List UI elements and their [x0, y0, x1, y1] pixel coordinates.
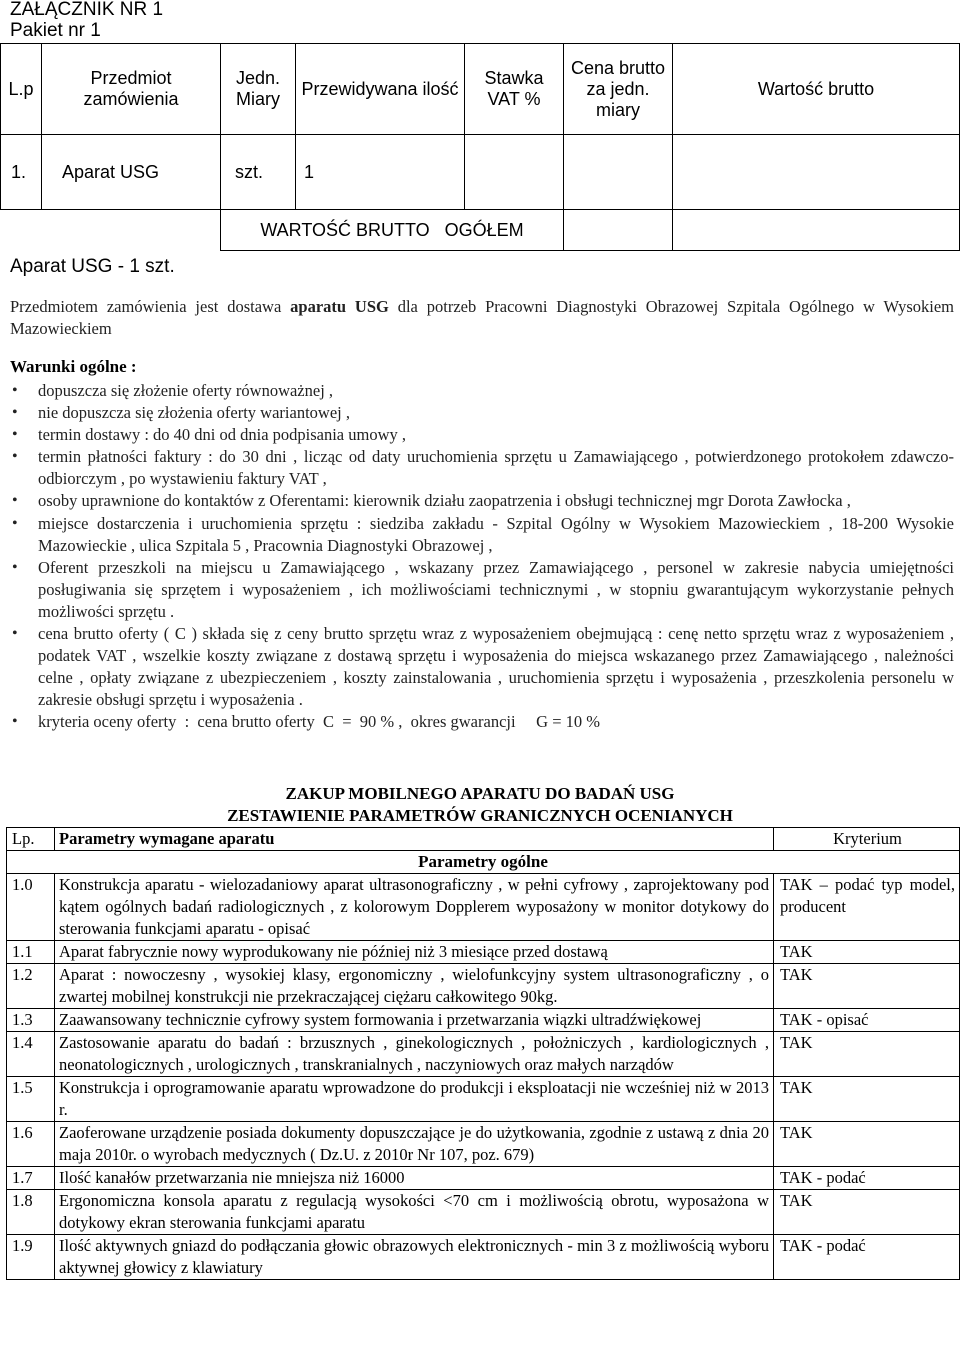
header-param: Parametry wymagane aparatu: [55, 828, 774, 851]
row-param: Ergonomiczna konsola aparatu z regulacją wysokości <70 cm i możliwością obrotu, wyposażona w dotykowy ekran sterowania funkcjami aparatu: [55, 1190, 774, 1235]
table-row: [7, 941, 960, 964]
row-lp: 1.5: [7, 1077, 55, 1122]
total-value[interactable]: [673, 210, 960, 251]
row-lp: 1.7: [7, 1167, 55, 1190]
row-vat[interactable]: [465, 135, 564, 210]
total-empty[interactable]: [564, 210, 673, 251]
section-row: [7, 851, 960, 874]
header-criterion: Kryterium: [774, 828, 960, 851]
row-lp: 1.0: [7, 874, 55, 941]
section-general: Parametry ogólne: [7, 851, 960, 874]
table-row: [7, 1032, 960, 1077]
table-row: [7, 1077, 960, 1122]
price-table: [0, 43, 960, 251]
row-criterion: TAK - opisać: [774, 1009, 960, 1032]
row-lp: 1.8: [7, 1190, 55, 1235]
row-param: Aparat fabrycznie nowy wyprodukowany nie później niż 3 miesiące przed dostawą: [55, 941, 774, 964]
row-param: Ilość kanałów przetwarzania nie mniejsza niż 16000: [55, 1167, 774, 1190]
col-vat: Stawka VAT %: [465, 44, 564, 135]
section-title: Aparat USG - 1 szt.: [10, 256, 175, 277]
row-item: Aparat USG: [42, 135, 221, 210]
table-row: [7, 1235, 960, 1280]
row-criterion: TAK: [774, 1190, 960, 1235]
row-lp: 1.9: [7, 1235, 55, 1280]
row-param: Ilość aktywnych gniazd do podłączania głowic obrazowych elektronicznych - min 3 z możliwością wyboru aktywnej głowicy z klawiatury: [55, 1235, 774, 1280]
row-lp: 1.4: [7, 1032, 55, 1077]
parameters-table: [6, 827, 960, 1280]
row-param: Zaawansowany technicznie cyfrowy system formowania i przetwarzania wiązki ultradźwiękowej: [55, 1009, 774, 1032]
table-row: [1, 135, 960, 210]
row-criterion: TAK - podać: [774, 1235, 960, 1280]
col-item: Przedmiot zamówienia: [42, 44, 221, 135]
row-param: Konstrukcja aparatu - wielozadaniowy aparat ultrasonograficzny , w pełni cyfrowy , zaprojektowany pod kątem ogólnych badań radiologicznych , z kolorowym Dopplerem wyposażony w monitor dotykowy do sterowania funkcjami aparatu - opisać: [55, 874, 774, 941]
list-item: • dopuszcza się złożenie oferty równoważnej ,: [10, 380, 954, 402]
col-quantity: Przewidywana ilość: [296, 44, 465, 135]
total-label: WARTOŚĆ BRUTTO OGÓŁEM: [221, 210, 564, 251]
col-unit: Jedn. Miary: [221, 44, 296, 135]
col-unit-price: Cena brutto za jedn. miary: [564, 44, 673, 135]
row-criterion: TAK: [774, 964, 960, 1009]
intro-paragraph: Przedmiotem zamówienia jest dostawa aparatu USG dla potrzeb Pracowni Diagnostyki Obrazowej Szpitala Ogólnego w Wysokiem Mazowieckiem: [10, 297, 954, 338]
row-criterion: TAK: [774, 1077, 960, 1122]
table-row: [7, 1122, 960, 1167]
col-gross-value: Wartość brutto: [673, 44, 960, 135]
row-criterion: TAK: [774, 941, 960, 964]
row-unit: szt.: [221, 135, 296, 210]
list-item: • Oferent przeszkoli na miejscu u Zamawiającego , wskazany przez Zamawiającego , personel w zakresie nabycia umiejętności posługiwania się sprzętem i wyposażeniem , ich możliwościami technicznymi , w stopniu gwarantującym wykorzystanie pełnych możliwości sprzętu .: [10, 557, 954, 623]
row-param: Zastosowanie aparatu do badań : brzusznych , ginekologicznych , położniczych , kardiologicznych , neonatologicznych , urologicznych , transkranialnych , naczyniowych oraz małych narządów: [55, 1032, 774, 1077]
annex-title: ZAŁĄCZNIK NR 1: [10, 0, 164, 20]
list-item: • cena brutto oferty ( C ) składa się z ceny brutto sprzętu wraz z wyposażeniem obejmującą : cenę netto sprzętu wraz z wyposażeniem , podatek VAT , wszelkie koszty związane z dostawą sprzętu i wyposażenia do miejsca wskazanego przez Zamawiającego , należności celne , opłaty związane z ubezpieczeniem , koszty zainstalowania , uruchomienia sprzętu i wyposażenia , przeszkolenia personelu w zakresie obsługi sprzętu i wyposażenia .: [10, 623, 954, 711]
list-item: • termin płatności faktury : do 30 dni , licząc od daty uruchomienia sprzętu u Zamawiającego , potwierdzonego protokołem zdawczo-odbiorczym , po wystawieniu faktury VAT ,: [10, 446, 954, 490]
conditions-heading: Warunki ogólne :: [10, 357, 137, 376]
table-row: [7, 874, 960, 941]
parameters-header: [7, 828, 960, 851]
row-param: Aparat : nowoczesny , wysokiej klasy, ergonomiczny , wielofunkcyjny system ultrasonograficzny , o zwartej mobilnej konstrukcji nie przekraczającej ciężaru całkowitego 90kg.: [55, 964, 774, 1009]
row-lp: 1.1: [7, 941, 55, 964]
row-quantity: 1: [296, 135, 465, 210]
parameters-title: ZESTAWIENIE PARAMETRÓW GRANICZNYCH OCENIANYCH: [227, 806, 733, 825]
list-item: • kryteria oceny oferty : cena brutto oferty C = 90 % , okres gwarancji G = 10 %: [10, 711, 954, 733]
package-title: Pakiet nr 1: [10, 20, 101, 41]
purchase-title: ZAKUP MOBILNEGO APARATU DO BADAŃ USG: [285, 784, 675, 803]
row-criterion: TAK: [774, 1122, 960, 1167]
list-item: • miejsce dostarczenia i uruchomienia sprzętu : siedziba zakładu - Szpital Ogólny w Wysokiem Mazowieckiem , 18-200 Wysokie Mazowieckie , ulica Szpitala 5 , Pracownia Diagnostyki Obrazowej ,: [10, 513, 954, 557]
row-lp: 1.3: [7, 1009, 55, 1032]
list-item: • termin dostawy : do 40 dni od dnia podpisania umowy ,: [10, 424, 954, 446]
col-lp: L.p: [1, 44, 42, 135]
list-item: • osoby uprawnione do kontaktów z Oferentami: kierownik działu zaopatrzenia i obsługi technicznej mgr Dorota Zawłocka ,: [10, 490, 954, 512]
row-lp: 1.2: [7, 964, 55, 1009]
row-param: Konstrukcja i oprogramowanie aparatu wprowadzone do produkcji i eksploatacji nie wcześniej niż w 2013 r.: [55, 1077, 774, 1122]
total-row: [1, 210, 960, 251]
row-param: Zaoferowane urządzenie posiada dokumenty dopuszczające je do użytkowania, zgodnie z ustawą z dnia 20 maja 2010r. o wyrobach medycznych ( Dz.U. z 2010r Nr 107, poz. 679): [55, 1122, 774, 1167]
conditions-list: [10, 380, 954, 734]
row-criterion: TAK – podać typ model, producent: [774, 874, 960, 941]
price-table-header: [1, 44, 960, 135]
row-criterion: TAK - podać: [774, 1167, 960, 1190]
table-row: [7, 1009, 960, 1032]
row-unit-price[interactable]: [564, 135, 673, 210]
table-row: [7, 1190, 960, 1235]
table-row: [7, 964, 960, 1009]
row-criterion: TAK: [774, 1032, 960, 1077]
table-row: [7, 1167, 960, 1190]
list-item: • nie dopuszcza się złożenia oferty wariantowej ,: [10, 402, 954, 424]
row-lp: 1.: [1, 135, 42, 210]
row-gross-value[interactable]: [673, 135, 960, 210]
row-lp: 1.6: [7, 1122, 55, 1167]
header-lp: Lp.: [7, 828, 55, 851]
